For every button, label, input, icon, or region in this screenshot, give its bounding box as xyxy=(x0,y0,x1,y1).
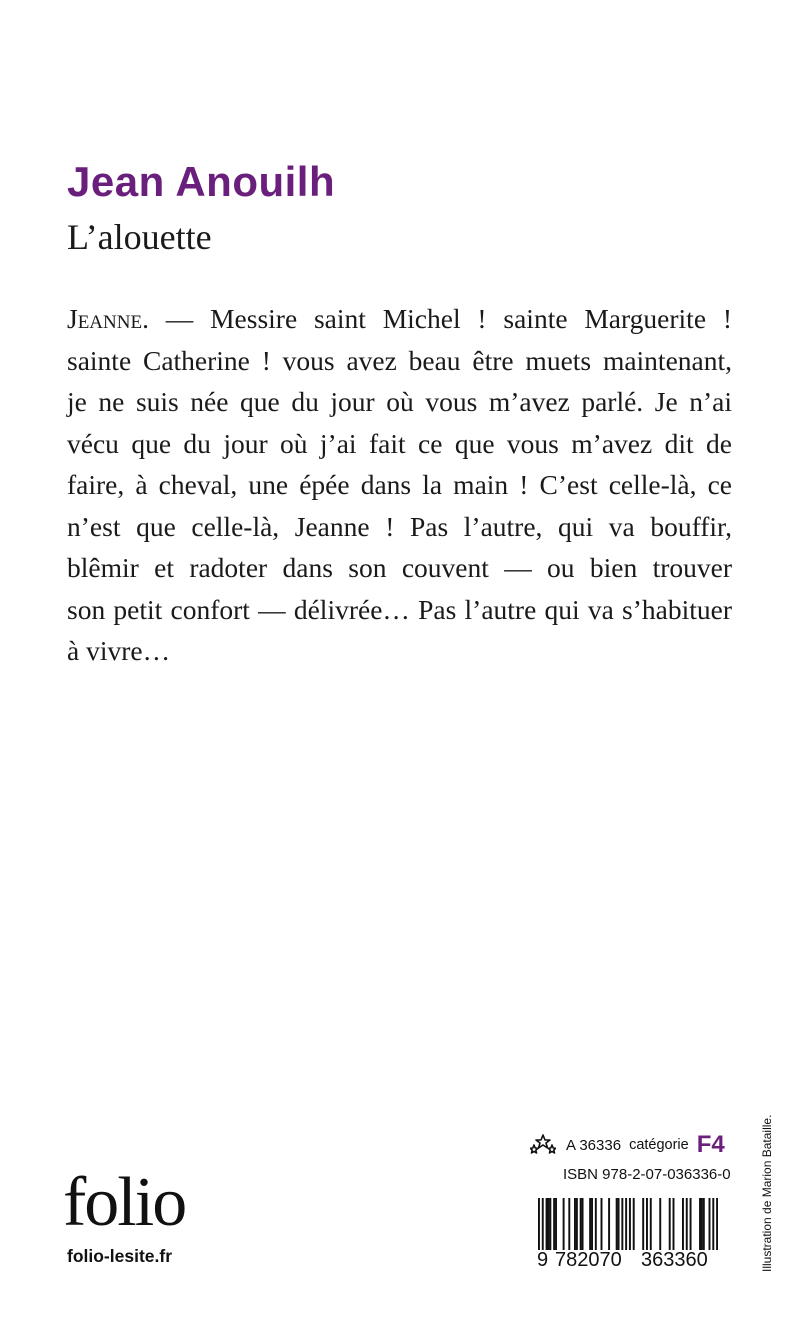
gallimard-stars-icon xyxy=(530,1134,556,1156)
category-badge: F4 xyxy=(696,1131,725,1158)
barcode-bar xyxy=(716,1198,718,1250)
excerpt-line xyxy=(67,298,732,340)
publisher-website: folio-lesite.fr xyxy=(67,1246,173,1266)
barcode-bar xyxy=(618,1198,620,1250)
barcode-bar xyxy=(629,1198,631,1250)
barcode xyxy=(538,1198,718,1250)
barcode-bar xyxy=(538,1198,540,1250)
catalog-code: A 36336 xyxy=(566,1136,622,1154)
illustration-credit: Illustration de Marion Bataille. xyxy=(760,1114,774,1272)
barcode-bar xyxy=(686,1198,688,1250)
speaker-name: Jeanne xyxy=(67,303,143,334)
barcode-bar xyxy=(650,1198,652,1250)
author-name: Jean Anouilh xyxy=(67,158,336,205)
barcode-bar xyxy=(553,1198,555,1250)
barcode-bar xyxy=(582,1198,584,1250)
barcode-bar xyxy=(712,1198,714,1250)
barcode-bar xyxy=(709,1198,711,1250)
barcode-bar xyxy=(633,1198,635,1250)
category-label: catégorie xyxy=(629,1137,689,1153)
excerpt-line: je ne suis née que du jour où vous m’avez parlé. Je n’ai xyxy=(67,386,732,417)
excerpt-line: vécu que du jour où j’ai fait ce que vous m’avez dit de xyxy=(67,427,732,459)
barcode-bar xyxy=(542,1198,544,1250)
catalog-row xyxy=(530,1130,725,1160)
isbn: ISBN 978-2-07-036336-0 xyxy=(563,1166,731,1183)
barcode-bar xyxy=(549,1198,551,1250)
barcode-left-group: 782070 xyxy=(555,1249,622,1271)
barcode-bar xyxy=(591,1198,593,1250)
excerpt-line: sainte Catherine ! vous avez beau être muets maintenant, xyxy=(67,344,732,376)
barcode-bar xyxy=(547,1198,549,1250)
barcode-bar xyxy=(669,1198,671,1250)
barcode-bar xyxy=(699,1198,701,1250)
barcode-bar xyxy=(690,1198,692,1250)
excerpt-line: blêmir et radoter dans son couvent — ou bien trouver xyxy=(67,552,732,583)
barcode-bar xyxy=(580,1198,582,1250)
folio-logo: folio xyxy=(63,1164,186,1241)
barcode-bar xyxy=(563,1198,565,1250)
barcode-first-digit: 9 xyxy=(537,1249,549,1271)
barcode-bar xyxy=(621,1198,623,1250)
barcode-bar xyxy=(574,1198,576,1250)
barcode-bar xyxy=(601,1198,603,1250)
barcode-bar xyxy=(555,1198,557,1250)
barcode-bar xyxy=(701,1198,703,1250)
back-cover-excerpt xyxy=(67,298,732,672)
barcode-bar xyxy=(568,1198,570,1250)
barcode-bar xyxy=(673,1198,675,1250)
barcode-bar xyxy=(589,1198,591,1250)
barcode-bar xyxy=(595,1198,597,1250)
barcode-bar xyxy=(682,1198,684,1250)
barcode-bar xyxy=(703,1198,705,1250)
barcode-bar xyxy=(659,1198,661,1250)
excerpt-line-text: . — Messire saint Michel ! sainte Marguerite ! xyxy=(142,303,732,334)
barcode-bar xyxy=(642,1198,644,1250)
barcode-bar xyxy=(616,1198,618,1250)
barcode-bar xyxy=(608,1198,610,1250)
excerpt-line: n’est que celle-là, Jeanne ! Pas l’autre, qui va bouffir, xyxy=(67,510,732,542)
excerpt-line: à vivre… xyxy=(67,635,171,666)
barcode-digits xyxy=(537,1249,721,1273)
barcode-bar xyxy=(646,1198,648,1250)
barcode-bar xyxy=(625,1198,627,1250)
book-title: L’alouette xyxy=(67,217,212,257)
excerpt-line: son petit confort — délivrée… Pas l’autre qui va s’habituer xyxy=(67,593,732,625)
barcode-bar xyxy=(546,1198,548,1250)
excerpt-line: faire, à cheval, une épée dans la main ! C’est celle-là, ce xyxy=(67,469,732,500)
barcode-bar xyxy=(576,1198,578,1250)
barcode-right-group: 363360 xyxy=(641,1249,708,1271)
